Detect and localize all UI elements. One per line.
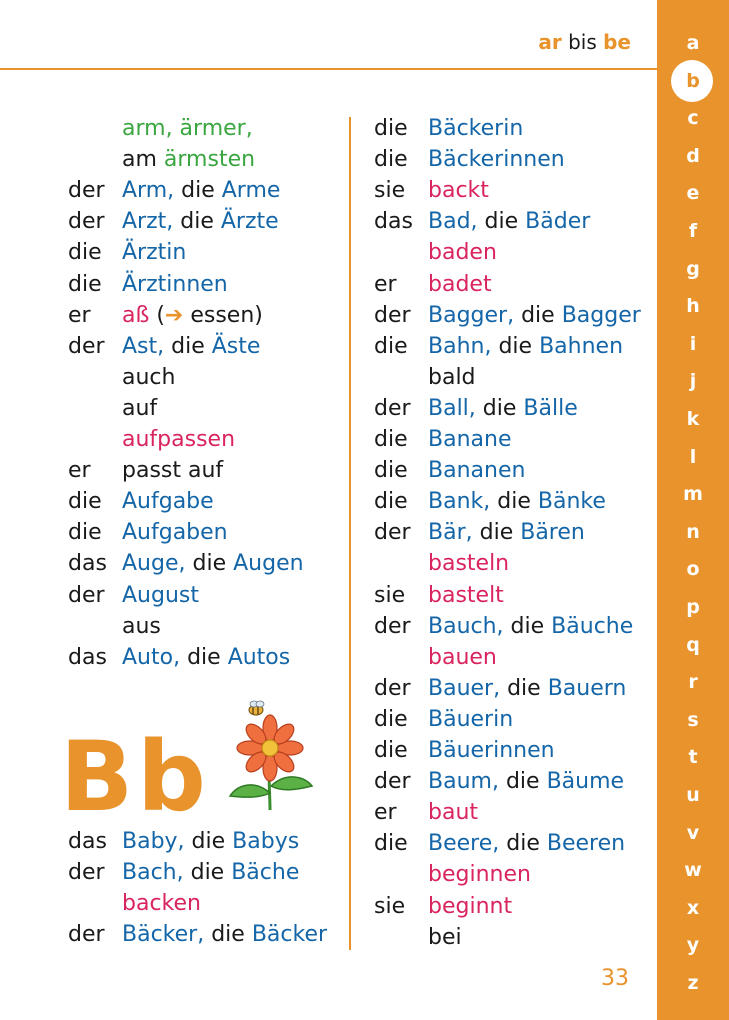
entry-article: sie [374,178,406,204]
entry-part: Bagger, [428,302,515,328]
header-range-start: ar [538,30,562,54]
entry-word [122,548,304,579]
entry-word [428,144,565,175]
entry-article: der [374,769,411,795]
entry-part: die [174,178,222,204]
entry-part: Bauern [547,675,627,701]
alphabet-tab-r[interactable]: r [688,671,698,694]
entry-word [122,300,263,331]
entry-word [428,300,641,331]
entry-part: auf [122,395,158,421]
entry-article: sie [374,893,406,919]
entry-article: er [374,800,397,826]
alphabet-tab-t[interactable]: t [688,746,698,769]
entry-word [122,331,260,362]
alphabet-tab-p[interactable]: p [686,596,700,618]
alphabet-tab-v[interactable]: v [686,821,700,844]
alphabet-sidebar [657,0,729,1020]
entry-article: die [68,271,102,297]
entry-word [122,642,290,673]
entry-part: Banane [428,427,512,452]
entry-part: die [498,769,547,795]
entry-part: aß [122,302,150,328]
entry-part: die [477,209,526,235]
alphabet-tab-l[interactable]: l [689,445,697,468]
entry-part: Bäuerin [428,706,514,732]
alphabet-tab-a[interactable]: a [686,32,700,54]
entry-part: Bahnen [539,333,624,359]
entry-article: die [374,333,408,359]
alphabet-tab-x[interactable]: x [686,896,700,919]
entry-part: die [490,489,538,515]
entry-article: die [374,738,408,763]
entry-article: das [68,829,107,854]
entry-word [122,424,235,455]
entry-part: Beere, [428,831,500,857]
entry-part: passt auf [122,458,224,484]
alphabet-tab-d[interactable]: d [686,144,700,167]
entry-part: Bahn, [428,333,492,359]
entry-part: die [183,860,232,886]
entry-part: Arm, [122,178,175,204]
entry-part: Bäcker, [122,922,205,948]
entry-article: die [374,147,408,173]
entry-word [428,175,489,206]
entry-part: Auge, [122,551,186,577]
alphabet-tab-i[interactable]: i [689,332,697,355]
entry-part: backt [428,178,489,204]
alphabet-tab-f[interactable]: f [688,220,698,242]
entry-part: ärmsten [163,147,256,173]
entry-word [428,362,476,393]
alphabet-tab-z[interactable]: z [687,972,699,994]
entry-part: die [184,829,233,854]
entry-part: Ärztinnen [122,271,228,297]
entry-word [122,919,327,950]
entry-part: badet [428,271,492,297]
entry-article: die [374,489,408,515]
entry-word [428,486,606,517]
entry-part: Ast, [122,333,165,359]
entry-word [428,424,511,455]
alphabet-tab-w[interactable]: w [684,859,702,882]
alphabet-tab-k[interactable]: k [686,408,700,430]
entry-part: Auto, [122,644,181,670]
entry-article: er [374,271,397,297]
entry-word [122,393,157,424]
entry-article: er [68,458,91,484]
entry-part: Bauer, [428,675,501,701]
alphabet-tab-g[interactable]: g [686,257,700,280]
entry-article: die [68,489,102,515]
entry-article: der [68,333,105,359]
alphabet-tab-o[interactable]: o [686,558,700,581]
entry-part: August [122,582,199,608]
entry-part: die [503,613,552,639]
entry-part: Bäder [525,209,591,235]
entry-part: auch [122,364,176,390]
entry-part: die [491,333,540,359]
entry-part: baden [428,240,497,266]
entry-word [428,113,523,144]
entry-part: die [514,302,562,328]
entry-word [122,113,253,144]
entry-word [428,580,504,611]
entry-article: sie [374,582,406,608]
entry-part: die [499,831,547,857]
entry-article: die [374,831,408,857]
entry-part: Baum, [428,769,499,795]
entry-word [122,237,186,268]
entry-word [428,517,585,548]
alphabet-tab-m[interactable]: m [683,483,703,506]
alphabet-tab-u[interactable]: u [686,784,700,806]
entry-word [122,857,299,888]
entry-article: der [374,395,411,421]
entry-word [428,704,513,735]
entry-part: Bad, [428,209,478,235]
entry-article: die [68,520,102,546]
entry-word [428,922,462,953]
entry-part: bei [428,924,462,950]
entry-part: Beeren [546,831,626,857]
entry-part: Ball, [428,395,476,421]
page-number: 33 [601,966,629,991]
entry-part: backen [122,891,201,917]
alphabet-tab-c[interactable]: c [687,107,699,130]
entry-article: der [68,582,105,608]
entry-part: Autos [227,644,291,670]
entry-article: die [374,427,408,452]
entry-word [428,611,633,642]
column-divider [349,117,351,950]
entry-article: der [374,613,411,639]
entry-part: Ärzte [220,209,279,235]
entry-word [428,455,525,486]
alphabet-tab-j[interactable]: j [689,370,697,393]
entry-word [428,766,624,797]
entry-article: der [68,860,105,886]
entry-part: Bäckerinnen [428,147,565,173]
entry-article: die [374,458,408,484]
entry-part: die [185,551,234,577]
entry-part: Bäcker [251,922,328,948]
entry-part: Augen [233,551,304,577]
entry-part: Bär, [428,520,473,546]
entry-part: aus [122,613,161,639]
flower-illustration [220,698,320,818]
alphabet-tab-b[interactable]: b [686,69,700,92]
header-range-end: be [603,30,631,54]
entry-word [428,735,555,766]
entry-word [428,642,497,673]
entry-word [428,673,626,704]
entry-article: der [374,520,411,546]
entry-word [428,797,478,828]
alphabet-tab-h[interactable]: h [686,295,700,318]
entry-word [428,828,625,859]
entry-word [428,206,590,237]
entry-word [122,269,228,300]
entry-part: die [164,333,212,359]
entry-part: Bagger [561,302,641,328]
entry-word [122,175,280,206]
entry-part: Bänke [537,489,606,515]
entry-word [428,859,531,890]
entry-part: Bäckerin [428,116,524,141]
entry-word [428,331,623,362]
entry-part: baut [428,800,479,826]
entry-part: Bären [520,520,585,546]
entry-part: Ärztin [122,240,187,266]
entry-word [428,393,578,424]
entry-word [122,362,175,393]
entry-part: bastelt [428,582,504,608]
entry-word [122,517,228,548]
entry-part: Äste [211,333,261,359]
entry-article: der [374,302,411,328]
entry-part: Arzt, [122,209,174,235]
entry-word [122,888,201,919]
entry-word [122,580,199,611]
entry-part: Bach, [122,860,184,886]
entry-part: Aufgaben [122,520,228,546]
entry-article: der [68,178,105,204]
entry-word [122,144,255,175]
entry-article: der [68,209,105,235]
entry-article: das [374,209,413,235]
entry-part: Bäuerinnen [428,738,555,763]
entry-word [428,548,509,579]
entry-part: basteln [428,551,510,577]
entry-part: die [173,209,221,235]
entry-part: arm, ärmer, [122,116,253,141]
alphabet-tab-e[interactable]: e [686,182,700,205]
entry-part: Bälle [523,395,578,421]
entry-part: am [122,147,164,173]
entry-word [428,891,512,922]
section-letter: Bb [60,721,210,833]
entry-part: beginnt [428,893,513,919]
entry-article: das [68,551,107,577]
entry-part: beginnen [428,862,531,888]
arrow-icon: ➔ [164,302,184,328]
entry-part: Bananen [428,458,526,484]
entry-part: Bäume [546,769,625,795]
entry-word [122,206,279,237]
entry-word [122,486,214,517]
entry-part: Arme [221,178,281,204]
entry-article: der [374,675,411,701]
entry-part: die [204,922,252,948]
entry-part: die [475,395,524,421]
entry-word [428,269,492,300]
entry-part: ( [149,302,165,328]
entry-part: bauen [428,644,497,670]
alphabet-tab-y[interactable]: y [686,934,700,957]
entry-article: er [68,302,91,328]
entry-part: essen) [183,302,263,328]
entry-part: Bank, [428,489,491,515]
entry-article: die [374,706,408,732]
entry-part: aufpassen [122,427,236,452]
entry-article: die [68,240,102,266]
alphabet-tab-s[interactable]: s [687,708,699,731]
entry-word [122,611,161,642]
alphabet-tab-q[interactable]: q [686,633,700,656]
entry-part: Babys [232,829,300,854]
entry-part: Aufgabe [122,489,214,515]
alphabet-tab-n[interactable]: n [686,520,700,543]
entry-article: der [68,922,105,948]
entry-part: bald [428,364,476,390]
entry-word [122,455,223,486]
entry-part: die [472,520,521,546]
entry-part: die [180,644,228,670]
entry-article: das [68,644,107,670]
entry-word [428,237,497,268]
entry-part: Bäuche [551,613,634,639]
entry-article: die [374,116,408,141]
header-separator: bis [568,30,597,54]
header-rule [0,68,657,70]
entry-part: Bauch, [428,613,504,639]
entry-part: Bäche [231,860,300,886]
page-header [538,30,631,54]
entry-part: die [500,675,548,701]
entry-part: Baby, [122,829,185,854]
